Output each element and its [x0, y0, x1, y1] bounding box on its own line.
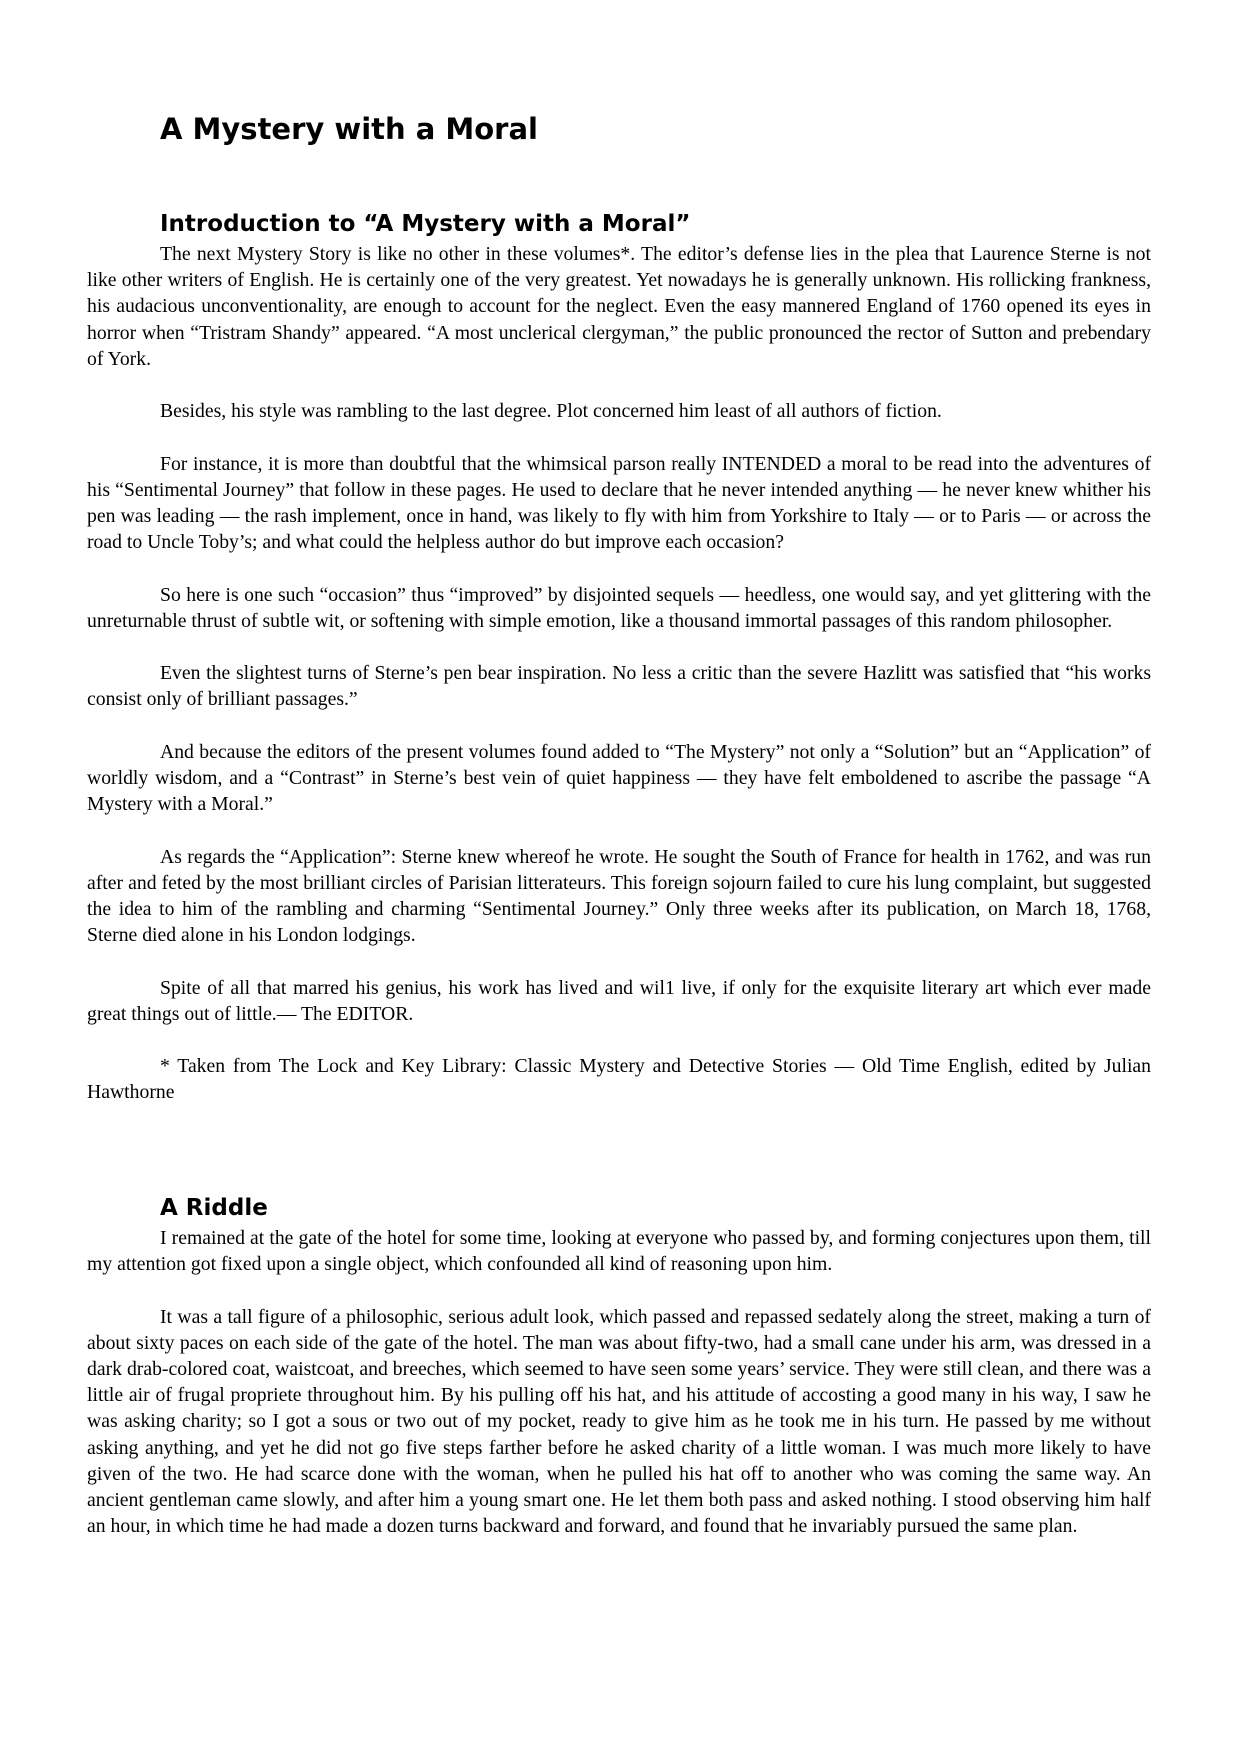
paragraph: As regards the “Application”: Sterne knew whereof he wrote. He sought the South of France for health in 1762, and was run after and feted by the most brilliant circles of Parisian litterateurs. This foreign sojourn failed to cure his lung complaint, but suggested the idea to him of the rambling and charming “Sentimental Journey.” Only three weeks after its publication, on March 18, 1768, Sterne died alone in his London lodgings.	[87, 845, 1151, 947]
paragraph: It was a tall figure of a philosophic, serious adult look, which passed and repassed sedately along the street, making a turn of about sixty paces on each side of the gate of the hotel. The man was about fifty-two, had a small cane under his arm, was dressed in a dark drab-colored coat, waistcoat, and breeches, which seemed to have seen some years’ service. They were still clean, and there was a little air of frugal propriete throughout him. By his pulling off his hat, and his attitude of accosting a good many in his way, I saw he was asking charity; so I got a sous or two out of my pocket, ready to give him as he took me in his turn. He passed by me without asking anything, and yet he did not go five steps farther before he asked charity of a little woman. I was much more likely to have given of the two. He had scarce done with the woman, when he pulled his hat off to another who was coming the same way. An ancient gentleman came slowly, and after him a young smart one. He let them both pass and asked nothing. I stood observing him half an hour, in which time he had made a dozen turns backward and forward, and found that he invariably pursued the same plan.	[87, 1305, 1151, 1538]
introduction-heading: Introduction to “A Mystery with a Moral”	[160, 211, 691, 237]
paragraph: For instance, it is more than doubtful that the whimsical parson really INTENDED a moral to be read into the adventures of his “Sentimental Journey” that follow in these pages. He used to declare that he never intended anything — he never knew whither his pen was leading — the rash implement, once in hand, was likely to fly with him from Yorkshire to Italy — or to Paris — or across the road to Uncle Toby’s; and what could the helpless author do but improve each occasion?	[87, 452, 1151, 554]
paragraph: The next Mystery Story is like no other in these volumes*. The editor’s defense lies in the plea that Laurence Sterne is not like other writers of English. He is certainly one of the very greatest. Yet nowadays he is generally unknown. His rollicking frankness, his audacious unconventionality, are enough to account for the neglect. Even the easy mannered England of 1760 opened its eyes in horror when “Tristram Shandy” appeared. “A most unclerical clergyman,” the public pronounced the rector of Sutton and prebendary of York.	[87, 243, 1151, 370]
paragraph: Even the slightest turns of Sterne’s pen bear inspiration. No less a critic than the severe Hazlitt was satisfied that “his works consist only of brilliant passages.”	[87, 662, 1151, 711]
paragraph: And because the editors of the present volumes found added to “The Mystery” not only a “Solution” but an “Application” of worldly wisdom, and a “Contrast” in Sterne’s best vein of quiet happiness — they have felt emboldened to ascribe the passage “A Mystery with a Moral.”	[87, 740, 1151, 816]
riddle-section	[87, 1192, 1151, 1539]
paragraph: So here is one such “occasion” thus “improved” by disjointed sequels — heedless, one would say, and yet glittering with the unreturnable thrust of subtle wit, or softening with simple emotion, like a thousand immortal passages of this random philosopher.	[87, 583, 1151, 632]
riddle-heading: A Riddle	[160, 1195, 268, 1221]
introduction-section	[87, 208, 1151, 1106]
paragraph: Besides, his style was rambling to the last degree. Plot concerned him least of all authors of fiction.	[160, 400, 942, 423]
footnote: * Taken from The Lock and Key Library: Classic Mystery and Detective Stories — Old Time English, edited by Julian Hawthorne	[87, 1055, 1151, 1104]
paragraph: Spite of all that marred his genius, his work has lived and wil1 live, if only for the exquisite literary art which ever made great things out of little.— The EDITOR.	[87, 976, 1151, 1025]
paragraph: I remained at the gate of the hotel for some time, looking at everyone who passed by, and forming conjectures upon them, till my attention got fixed upon a single object, which confounded all kind of reasoning upon him.	[87, 1227, 1151, 1276]
document-title: A Mystery with a Moral	[160, 112, 538, 146]
